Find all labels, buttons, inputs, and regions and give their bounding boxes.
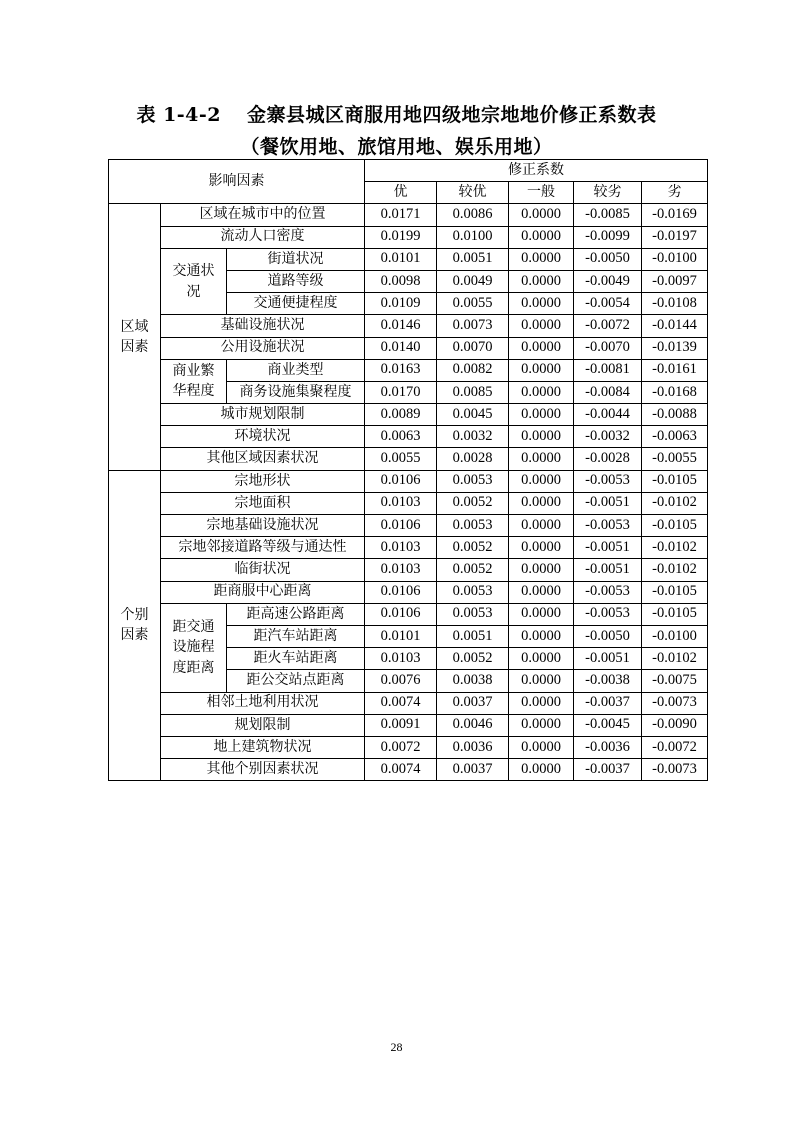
coef-value: -0.0053 [574, 581, 642, 603]
subgroup-traffic [161, 248, 227, 315]
factor-name: 流动人口密度 [161, 226, 365, 248]
coef-value: -0.0100 [642, 248, 708, 270]
table-row [109, 204, 708, 226]
coef-value: 0.0199 [365, 226, 437, 248]
table-row [109, 315, 708, 337]
coef-value: -0.0102 [642, 648, 708, 670]
factor-name: 环境状况 [161, 426, 365, 448]
group-label-line: 交通状 [172, 263, 215, 280]
coef-value: 0.0053 [437, 470, 509, 492]
coef-value: -0.0105 [642, 515, 708, 537]
coef-value: 0.0052 [437, 559, 509, 581]
coef-value: -0.0070 [574, 337, 642, 359]
subgroup-commerce [161, 359, 227, 403]
coef-value: 0.0101 [365, 625, 437, 647]
factor-name: 距汽车站距离 [227, 625, 365, 647]
coef-value: 0.0038 [437, 670, 509, 692]
coef-value: -0.0049 [574, 270, 642, 292]
factor-name: 距商服中心距离 [161, 581, 365, 603]
coef-value: 0.0032 [437, 426, 509, 448]
factor-name: 街道状况 [227, 248, 365, 270]
coef-value: 0.0000 [509, 559, 574, 581]
coef-value: 0.0037 [437, 692, 509, 714]
coef-value: 0.0046 [437, 714, 509, 736]
table-row [109, 492, 708, 514]
coef-value: -0.0139 [642, 337, 708, 359]
coef-value: 0.0000 [509, 270, 574, 292]
header-level: 较劣 [574, 182, 642, 204]
coef-value: 0.0171 [365, 204, 437, 226]
coef-value: 0.0000 [509, 381, 574, 403]
coef-value: 0.0074 [365, 692, 437, 714]
coef-value: 0.0000 [509, 337, 574, 359]
coef-value: -0.0102 [642, 492, 708, 514]
coef-value: -0.0037 [574, 692, 642, 714]
coef-value: 0.0052 [437, 492, 509, 514]
coef-value: -0.0050 [574, 248, 642, 270]
coef-value: 0.0103 [365, 492, 437, 514]
coef-value: -0.0051 [574, 492, 642, 514]
table-row [109, 426, 708, 448]
group-label-line: 因素 [120, 339, 149, 355]
coef-value: 0.0091 [365, 714, 437, 736]
coef-value: -0.0097 [642, 270, 708, 292]
group-individual [109, 470, 161, 781]
coef-value: 0.0140 [365, 337, 437, 359]
table-title [0, 100, 793, 127]
coef-value: 0.0106 [365, 470, 437, 492]
coef-value: -0.0032 [574, 426, 642, 448]
coef-value: 0.0000 [509, 736, 574, 758]
factor-name: 商务设施集聚程度 [227, 381, 365, 403]
factor-name: 城市规划限制 [161, 404, 365, 426]
coef-value: 0.0000 [509, 359, 574, 381]
coef-value: 0.0000 [509, 714, 574, 736]
table-row [109, 537, 708, 559]
table-row [109, 714, 708, 736]
coef-value: -0.0045 [574, 714, 642, 736]
coef-value: -0.0102 [642, 559, 708, 581]
coef-value: 0.0036 [437, 736, 509, 758]
coef-value: 0.0055 [437, 293, 509, 315]
header-level: 劣 [642, 182, 708, 204]
coef-value: -0.0108 [642, 293, 708, 315]
coef-value: 0.0103 [365, 537, 437, 559]
coef-value: 0.0052 [437, 648, 509, 670]
coef-value: -0.0102 [642, 537, 708, 559]
group-label-line: 区域 [120, 318, 149, 335]
group-label-line: 况 [186, 283, 201, 300]
group-label-line: 度距离 [172, 659, 215, 676]
coef-value: -0.0051 [574, 648, 642, 670]
coef-value: 0.0070 [437, 337, 509, 359]
table-row [109, 515, 708, 537]
coef-value: -0.0144 [642, 315, 708, 337]
page-number: 28 [390, 1040, 403, 1054]
coef-value: -0.0105 [642, 581, 708, 603]
factor-name: 宗地面积 [161, 492, 365, 514]
coef-value: 0.0076 [365, 670, 437, 692]
coef-value: 0.0000 [509, 515, 574, 537]
coef-value: 0.0000 [509, 293, 574, 315]
coef-value: 0.0051 [437, 248, 509, 270]
coef-value: -0.0169 [642, 204, 708, 226]
coef-value: -0.0072 [642, 736, 708, 758]
coef-value: 0.0053 [437, 581, 509, 603]
table-row [109, 337, 708, 359]
coef-value: -0.0075 [642, 670, 708, 692]
coef-value: 0.0170 [365, 381, 437, 403]
coef-value: 0.0000 [509, 537, 574, 559]
factor-name: 相邻土地利用状况 [161, 692, 365, 714]
table-row [109, 359, 708, 381]
table-row [109, 226, 708, 248]
coef-value: 0.0000 [509, 404, 574, 426]
header-level: 优 [365, 182, 437, 204]
coef-value: 0.0082 [437, 359, 509, 381]
coef-value: -0.0054 [574, 293, 642, 315]
coef-value: 0.0000 [509, 759, 574, 781]
factor-name: 距公交站点距离 [227, 670, 365, 692]
coef-value: 0.0109 [365, 293, 437, 315]
coef-value: 0.0053 [437, 515, 509, 537]
coef-value: -0.0053 [574, 470, 642, 492]
coef-value: 0.0000 [509, 426, 574, 448]
factor-name: 其他区域因素状况 [161, 448, 365, 470]
coef-value: 0.0100 [437, 226, 509, 248]
coef-value: 0.0051 [437, 625, 509, 647]
coef-value: 0.0055 [365, 448, 437, 470]
coef-value: 0.0000 [509, 448, 574, 470]
coef-value: -0.0037 [574, 759, 642, 781]
factor-name: 交通便捷程度 [227, 293, 365, 315]
coef-value: 0.0053 [437, 603, 509, 625]
coef-value: -0.0050 [574, 625, 642, 647]
coef-value: 0.0000 [509, 492, 574, 514]
table-row [109, 759, 708, 781]
coef-value: 0.0000 [509, 315, 574, 337]
coef-value: 0.0103 [365, 648, 437, 670]
factor-name: 基础设施状况 [161, 315, 365, 337]
header-row [109, 160, 708, 182]
coef-value: -0.0051 [574, 537, 642, 559]
coef-value: 0.0049 [437, 270, 509, 292]
header-factor: 影响因素 [109, 160, 365, 204]
coef-value: -0.0197 [642, 226, 708, 248]
factor-name: 规划限制 [161, 714, 365, 736]
coef-value: 0.0106 [365, 581, 437, 603]
factor-name: 区域在城市中的位置 [161, 204, 365, 226]
table-subtitle: （餐饮用地、旅馆用地、娱乐用地） [240, 136, 553, 158]
factor-name: 宗地邻接道路等级与通达性 [161, 537, 365, 559]
coef-value: -0.0161 [642, 359, 708, 381]
coefficient-table [108, 159, 708, 781]
coef-value: -0.0055 [642, 448, 708, 470]
coef-value: 0.0000 [509, 692, 574, 714]
coef-value: -0.0073 [642, 759, 708, 781]
group-regional [109, 204, 161, 470]
table-title-text: 金寨县城区商服用地四级地宗地地价修正系数表 [247, 104, 657, 126]
factor-name: 距高速公路距离 [227, 603, 365, 625]
coef-value: 0.0106 [365, 603, 437, 625]
table-number: 表 1-4-2 [136, 104, 222, 126]
coef-value: 0.0000 [509, 603, 574, 625]
coef-value: 0.0074 [365, 759, 437, 781]
coef-value: -0.0085 [574, 204, 642, 226]
table-row [109, 248, 708, 270]
group-label-line: 距交通 [172, 619, 215, 636]
coef-value: 0.0085 [437, 381, 509, 403]
table-row [109, 603, 708, 625]
table-row [109, 559, 708, 581]
coef-value: 0.0000 [509, 648, 574, 670]
coef-value: 0.0098 [365, 270, 437, 292]
header-level: 一般 [509, 182, 574, 204]
coef-value: -0.0090 [642, 714, 708, 736]
coef-value: 0.0073 [437, 315, 509, 337]
subgroup-distance [161, 603, 227, 692]
factor-name: 宗地基础设施状况 [161, 515, 365, 537]
table-row [109, 581, 708, 603]
coef-value: 0.0106 [365, 515, 437, 537]
coef-value: -0.0051 [574, 559, 642, 581]
coef-value: -0.0028 [574, 448, 642, 470]
coef-value: -0.0044 [574, 404, 642, 426]
coef-value: -0.0099 [574, 226, 642, 248]
coef-value: -0.0088 [642, 404, 708, 426]
coef-value: -0.0038 [574, 670, 642, 692]
group-label-line: 个别 [120, 607, 149, 624]
coef-value: 0.0000 [509, 625, 574, 647]
coef-value: -0.0168 [642, 381, 708, 403]
table-row [109, 692, 708, 714]
coef-value: 0.0000 [509, 226, 574, 248]
table-row [109, 448, 708, 470]
factor-name: 道路等级 [227, 270, 365, 292]
coef-value: 0.0101 [365, 248, 437, 270]
table-row [109, 470, 708, 492]
coef-value: 0.0086 [437, 204, 509, 226]
coef-value: 0.0000 [509, 204, 574, 226]
group-label-line: 设施程 [172, 639, 215, 656]
coef-value: 0.0072 [365, 736, 437, 758]
coef-value: 0.0063 [365, 426, 437, 448]
factor-name: 临街状况 [161, 559, 365, 581]
group-label-line: 华程度 [172, 383, 215, 400]
coef-value: -0.0105 [642, 470, 708, 492]
coef-value: -0.0100 [642, 625, 708, 647]
coef-value: 0.0052 [437, 537, 509, 559]
header-level: 较优 [437, 182, 509, 204]
coef-value: 0.0146 [365, 315, 437, 337]
factor-name: 地上建筑物状况 [161, 736, 365, 758]
group-label-line: 因素 [120, 627, 149, 644]
coef-value: -0.0036 [574, 736, 642, 758]
factor-name: 商业类型 [227, 359, 365, 381]
coef-value: 0.0163 [365, 359, 437, 381]
coef-value: 0.0000 [509, 581, 574, 603]
coef-value: 0.0103 [365, 559, 437, 581]
coef-value: 0.0000 [509, 470, 574, 492]
coef-value: 0.0000 [509, 670, 574, 692]
table-row [109, 404, 708, 426]
factor-name: 其他个别因素状况 [161, 759, 365, 781]
coef-value: 0.0000 [509, 248, 574, 270]
coef-value: -0.0072 [574, 315, 642, 337]
coef-value: -0.0084 [574, 381, 642, 403]
header-coef: 修正系数 [365, 160, 708, 182]
factor-name: 距火车站距离 [227, 648, 365, 670]
factor-name: 公用设施状况 [161, 337, 365, 359]
coef-value: -0.0053 [574, 603, 642, 625]
coef-value: 0.0045 [437, 404, 509, 426]
coef-value: 0.0089 [365, 404, 437, 426]
coef-value: -0.0073 [642, 692, 708, 714]
coef-value: -0.0081 [574, 359, 642, 381]
factor-name: 宗地形状 [161, 470, 365, 492]
coef-value: 0.0028 [437, 448, 509, 470]
table-row [109, 736, 708, 758]
coef-value: -0.0063 [642, 426, 708, 448]
group-label-line: 商业繁 [172, 363, 215, 380]
coef-value: -0.0105 [642, 603, 708, 625]
coef-value: -0.0053 [574, 515, 642, 537]
coef-value: 0.0037 [437, 759, 509, 781]
